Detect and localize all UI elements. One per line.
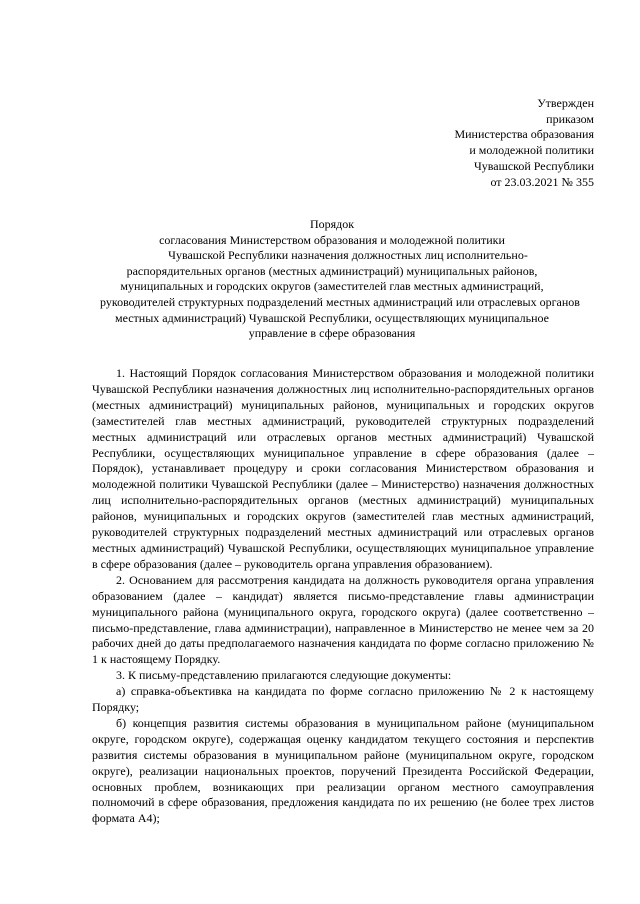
title-line: Чувашской Республики назначения должностных лиц исполнительно- — [168, 248, 528, 263]
title-line: распорядительных органов (местных администраций) муниципальных районов, — [126, 263, 538, 278]
title-line: муниципальных и городских округов (заместителей глав местных администраций, — [120, 279, 544, 294]
paragraph-2: 2. Основанием для рассмотрения кандидата на должность руководителя органа управления образованием (далее – кандидат) является письмо-представление главы администрации муниципального района (муниципального округа, городского округа) (далее соответственно – письмо-представление, глава администрации), направленное в Министерство не менее чем за 20 рабочих дней до даты предполагаемого назначения кандидата по форме согласно приложению № 1 к настоящему Порядку. — [92, 572, 594, 667]
document-body — [92, 366, 594, 827]
title-line: руководителей структурных подразделений местных администраций или отраслевых органов — [100, 294, 580, 309]
approval-block — [454, 96, 594, 190]
approval-line: Чувашской Республики — [473, 158, 594, 173]
approval-line: от 23.03.2021 № 355 — [490, 174, 594, 189]
title-line: управление в сфере образования — [248, 326, 416, 341]
approval-line: Министерства образования — [454, 127, 594, 142]
document-title — [100, 217, 580, 342]
approval-line: и молодежной политики — [469, 143, 594, 158]
approval-line: приказом — [546, 111, 594, 126]
paragraph-3: 3. К письму-представлению прилагаются следующие документы: — [116, 668, 452, 683]
title-line: местных администраций) Чувашской Республики, осуществляющих муниципальное — [115, 310, 549, 325]
paragraph-3a: а) справка-объективка на кандидата по форме согласно приложению № 2 к настоящему Порядку; — [92, 684, 594, 715]
paragraph-1: 1. Настоящий Порядок согласования Министерством образования и молодежной политики Чувашской Республики назначения должностных лиц исполнительно-распорядительных органов (местных администраций) муниципальных районов, муниципальных и городских округов (заместителей глав местных администраций, руководителей структурных подразделений местных администраций или отраслевых органов местных администраций) Чувашской Республики, осуществляющих муниципальное управление в сфере образования (далее – Порядок), устанавливает процедуру и сроки согласования Министерством образования и молодежной политики Чувашской Республики (далее – Министерство) назначения должностных лиц исполнительно-распорядительных органов (местных администраций) муниципальных районов, муниципальных и городских округов (заместителей глав местных администраций, руководителей структурных подразделений местных администраций или отраслевых органов местных администраций) Чувашской Республики, осуществляющих муниципальное управление в сфере образования (далее – руководитель органа управления образованием). — [92, 366, 594, 571]
title-line: согласования Министерством образования и молодежной политики — [159, 232, 505, 247]
approval-line: Утвержден — [537, 96, 594, 110]
paragraph-3b: б) концепция развития системы образования в муниципальном районе (муниципальном округе, городском округе), содержащая оценку кандидатом текущего состояния и перспектив развития системы образования в муниципальном районе (муниципальном округе, городском округе), реализации национальных проектов, поручений Президента Российской Федерации, основных проблем, возникающих при реализации органом местного самоуправления полномочий в сфере образования, предложения кандидата по их решению (не более трех листов формата А4); — [92, 715, 594, 826]
title-line: Порядок — [309, 217, 355, 231]
